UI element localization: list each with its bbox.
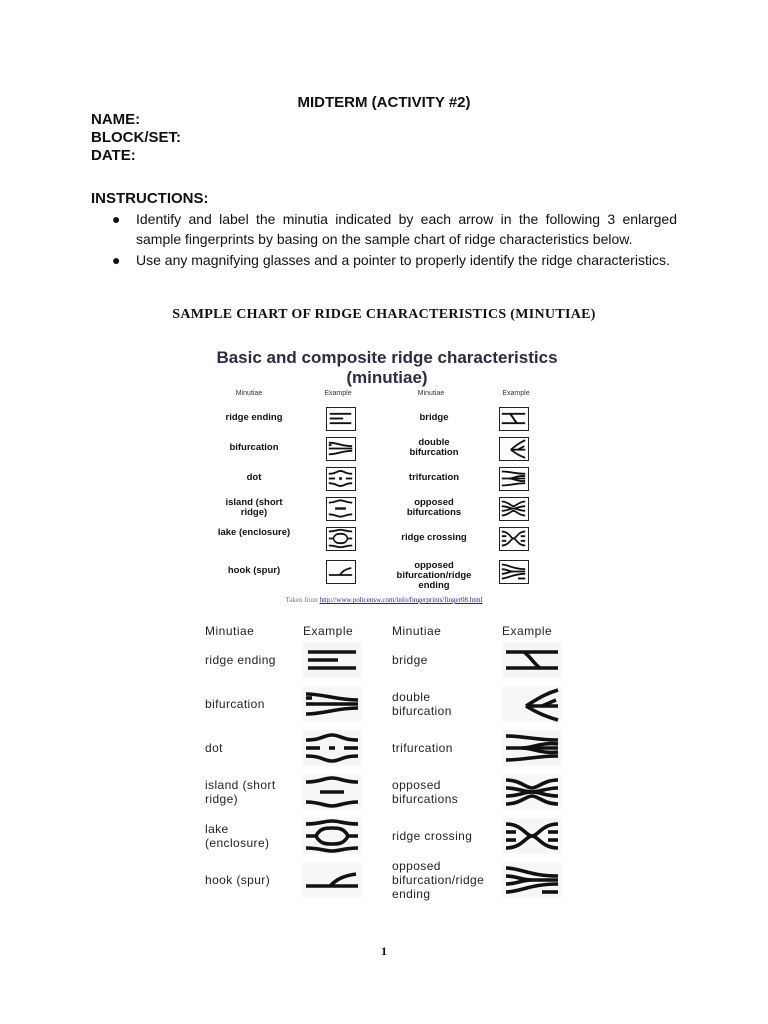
chart2-label-l-3	[205, 778, 276, 806]
chart2-label-line: double	[392, 690, 431, 704]
document-title: MIDTERM (ACTIVITY #2)	[297, 94, 471, 111]
chart2-label-line: bifurcation	[205, 697, 265, 711]
double-bifurcation-icon	[499, 437, 529, 461]
dot-icon	[326, 467, 356, 491]
chart2-label-line: opposed	[392, 859, 441, 873]
bifurcation-icon	[326, 437, 356, 461]
chart1-label-bifurcation: bifurcation	[229, 442, 279, 453]
chart2-label-line: bifurcation	[392, 704, 452, 718]
chart-source-caption	[0, 596, 768, 604]
ridge-crossing-icon	[502, 818, 562, 854]
chart1-col-minutiae-right: Minutiae	[417, 390, 445, 397]
chart1-title-line1: Basic and composite ridge characteristics	[216, 348, 558, 367]
chart-heading: SAMPLE CHART OF RIDGE CHARACTERISTICS (MINUTIAE)	[172, 307, 596, 322]
chart1-title-line2: (minutiae)	[346, 368, 428, 387]
date-field-label: DATE:	[91, 147, 136, 164]
name-field-label: NAME:	[91, 111, 141, 128]
ridge-ending-icon	[326, 407, 356, 431]
chart1-label-double-bifurcation: double bifurcation	[409, 437, 459, 458]
page-number: 1	[381, 944, 387, 958]
chart2-label-r-0	[392, 653, 428, 667]
trifurcation-icon	[502, 730, 562, 766]
chart2-label-r-1	[392, 690, 452, 718]
chart1-col-minutiae-left: Minutiae	[235, 390, 263, 397]
chart2-label-line: lake	[205, 822, 229, 836]
chart2-col-minutiae-left: Minutiae	[205, 624, 255, 638]
chart2-label-l-1	[205, 697, 265, 711]
chart2-col-minutiae-right: Minutiae	[392, 624, 442, 638]
lake-icon	[302, 818, 362, 854]
chart1-label-opposed-bifurcations: opposed bifurcations	[406, 497, 462, 518]
chart2-col-example-left: Example	[303, 624, 354, 638]
island-icon	[302, 774, 362, 810]
chart2-label-line: bifurcations	[392, 792, 459, 806]
island-icon	[326, 497, 356, 521]
chart2-label-line: ridge crossing	[392, 829, 473, 843]
instruction-1: Identify and label the minutia indicated by each arrow in the following 3 enlarged sample fingerprints by basing on the sample chart of ridge characteristics below.	[136, 211, 677, 247]
chart2-label-line: ending	[392, 887, 431, 901]
chart2-label-line: ridge ending	[205, 653, 276, 667]
chart1-label-lake: lake (enclosure)	[217, 527, 291, 538]
chart2-label-l-5	[205, 873, 270, 887]
chart2-label-l-0	[205, 653, 276, 667]
chart2-col-example-right: Example	[502, 624, 553, 638]
chart1-label-ridge-crossing: ridge crossing	[401, 532, 467, 543]
chart2-label-r-4	[392, 829, 472, 843]
bridge-icon	[502, 642, 562, 678]
trifurcation-icon	[499, 467, 529, 491]
chart1-label-opposed-bifurcation-ridge-ending: opposed bifurcation/ridge ending	[396, 560, 472, 591]
chart1-label-ridge-ending: ridge ending	[225, 412, 283, 423]
chart1-label-island: island (short ridge)	[225, 497, 283, 518]
chart2-label-line: trifurcation	[392, 741, 453, 755]
hook-icon	[326, 560, 356, 584]
bullet-2-icon: ●	[112, 252, 121, 268]
hook-icon	[302, 862, 362, 898]
bullet-1-icon: ●	[112, 211, 121, 227]
source-link[interactable]: http://www.policensw.com/info/fingerprints/finger08.html	[319, 596, 483, 604]
chart2-label-r-5	[392, 859, 484, 901]
chart1-col-example-right: Example	[502, 390, 530, 397]
bridge-icon	[499, 407, 529, 431]
chart2-label-r-3	[392, 778, 458, 806]
chart2-label-line: (enclosure)	[205, 836, 270, 850]
chart1-col-example-left: Example	[324, 390, 352, 397]
chart2-label-line: hook (spur)	[205, 873, 271, 887]
ridge-ending-icon	[302, 642, 362, 678]
opposed-bifurcation-ridge-ending-icon	[499, 560, 529, 584]
instructions-heading: INSTRUCTIONS:	[91, 190, 209, 207]
instruction-2: Use any magnifying glasses and a pointer to properly identify the ridge characteristics.	[136, 252, 670, 268]
chart1-label-bridge: bridge	[419, 412, 449, 423]
chart1-label-trifurcation: trifurcation	[408, 472, 460, 483]
block-set-field-label: BLOCK/SET:	[91, 129, 181, 146]
chart2-label-l-4	[205, 822, 269, 850]
chart2-label-r-2	[392, 741, 453, 755]
double-bifurcation-icon	[502, 686, 562, 722]
chart2-label-line: opposed	[392, 778, 441, 792]
chart1-label-hook: hook (spur)	[227, 565, 281, 576]
opposed-bifurcation-ridge-ending-icon	[502, 862, 562, 898]
chart2-label-line: bifurcation/ridge	[392, 873, 485, 887]
caption-prefix: Taken from	[285, 596, 320, 604]
chart2-label-l-2	[205, 741, 223, 755]
dot-icon	[302, 730, 362, 766]
chart2-label-line: dot	[205, 741, 223, 755]
lake-icon	[326, 527, 356, 551]
chart2-label-line: ridge)	[205, 792, 239, 806]
chart2-label-line: island (short	[205, 778, 276, 792]
ridge-crossing-icon	[499, 527, 529, 551]
opposed-bifurcations-icon	[502, 774, 562, 810]
bifurcation-icon	[302, 686, 362, 722]
chart1-label-dot: dot	[246, 472, 262, 483]
ridge-characteristics-chart-image	[206, 344, 568, 589]
chart2-label-line: bridge	[392, 653, 428, 667]
opposed-bifurcations-icon	[499, 497, 529, 521]
